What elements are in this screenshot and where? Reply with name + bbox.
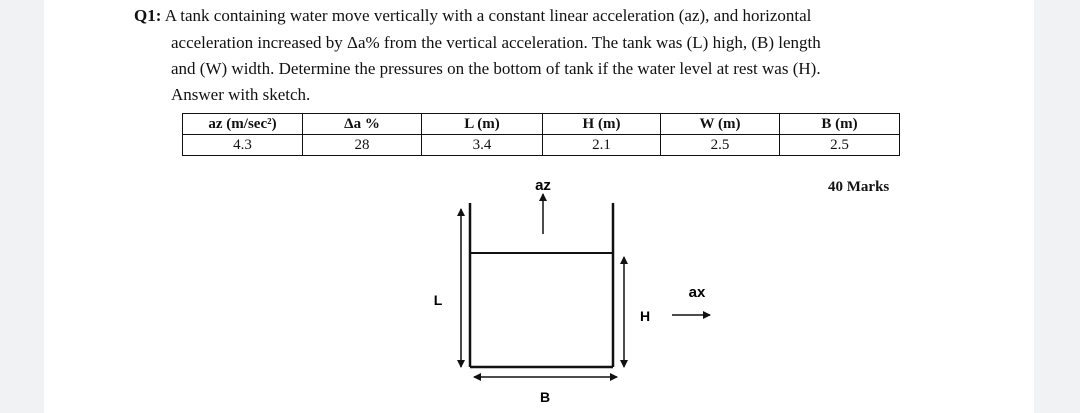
header-delta-a: Δa % [303, 114, 422, 135]
value-delta-a: 28 [303, 135, 422, 156]
header-H: H (m) [543, 114, 661, 135]
question-line-2: acceleration increased by Δa% from the vertical acceleration. The tank was (L) high, (B) length [171, 33, 821, 52]
ax-label: ax [688, 284, 706, 301]
tank-outline [470, 203, 613, 367]
value-B: 2.5 [780, 135, 900, 156]
question-line-4: Answer with sketch. [171, 85, 311, 104]
az-label: az [535, 177, 551, 194]
header-L: L (m) [422, 114, 543, 135]
value-H: 2.1 [543, 135, 661, 156]
value-W: 2.5 [661, 135, 780, 156]
H-label: H [639, 308, 651, 324]
question-text-1: A tank containing water move vertically with a constant linear acceleration (az), and horizontal [164, 6, 812, 25]
value-az: 4.3 [183, 135, 303, 156]
B-label: B [539, 389, 551, 405]
header-az: az (m/sec²) [183, 114, 303, 135]
L-label: L [433, 292, 443, 308]
value-L: 3.4 [422, 135, 543, 156]
header-B: B (m) [780, 114, 900, 135]
header-W: W (m) [661, 114, 780, 135]
question-number: Q1: [134, 6, 162, 25]
marks-label: 40 Marks [828, 179, 890, 195]
question-line-3: and (W) width. Determine the pressures on the bottom of tank if the water level at rest was (H). [171, 59, 821, 78]
